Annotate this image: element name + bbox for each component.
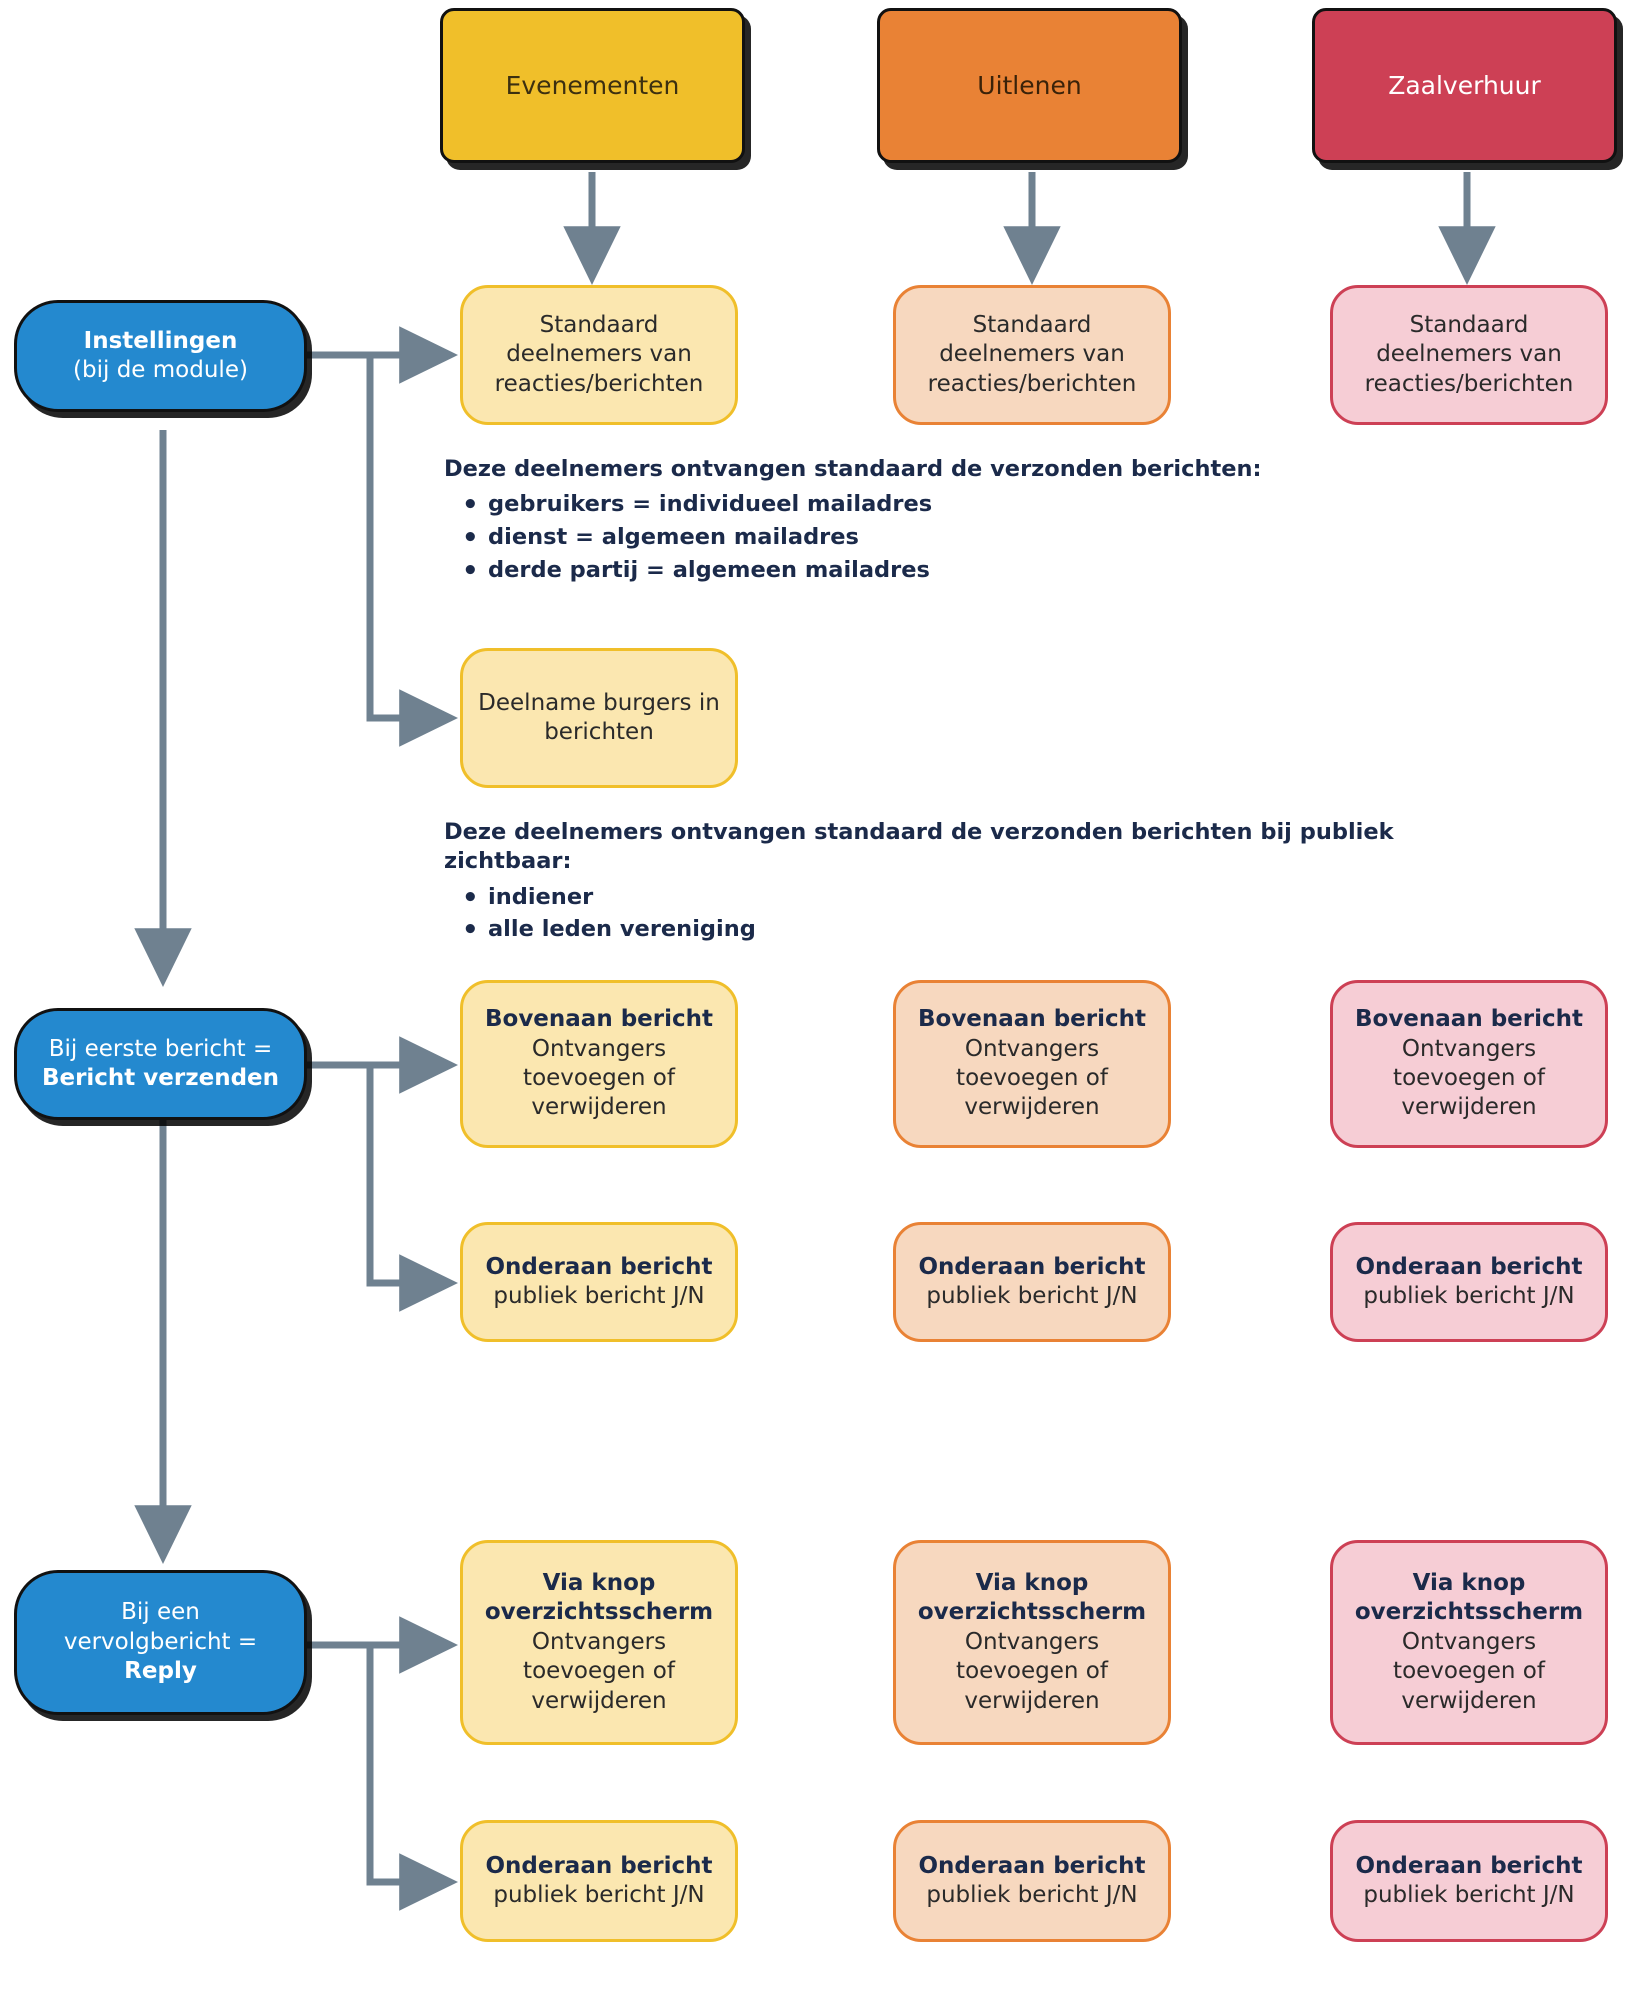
card-body: publiek bericht J/N xyxy=(926,1882,1138,1908)
stage-eerste-bericht[interactable] xyxy=(14,1008,307,1120)
card-title: Onderaan bericht xyxy=(485,1852,713,1879)
annotation-item: • indiener xyxy=(488,881,1444,914)
card-onderaan-bericht-1-uitlenen[interactable] xyxy=(893,1222,1171,1342)
module-box-zaalverhuur[interactable] xyxy=(1312,8,1617,163)
card-body: publiek bericht J/N xyxy=(493,1882,705,1908)
annotation-item: • dienst = algemeen mailadres xyxy=(488,521,1294,554)
module-label: Zaalverhuur xyxy=(1388,70,1541,100)
card-title: Via knop overzichtsscherm xyxy=(484,1569,714,1626)
stage-label-line2: (bij de module) xyxy=(73,357,248,383)
card-body: Standaard deelnemers van reacties/berichten xyxy=(927,311,1137,397)
annotation-headline: Deze deelnemers ontvangen standaard de verzonden berichten bij publiek zichtbaar: xyxy=(444,819,1394,875)
card-onderaan-bericht-2-evenementen[interactable] xyxy=(460,1820,738,1942)
card-via-knop-uitlenen[interactable] xyxy=(893,1540,1171,1745)
card-body: Ontvangers toevoegen of verwijderen xyxy=(523,1628,675,1714)
card-title: Onderaan bericht xyxy=(1355,1852,1583,1879)
annotation-item: • gebruikers = individueel mailadres xyxy=(488,488,1294,521)
card-body: Ontvangers toevoegen of verwijderen xyxy=(956,1628,1108,1714)
stage-label-line1: Bij een xyxy=(121,1599,200,1626)
card-title: Bovenaan bericht xyxy=(1354,1006,1583,1033)
card-title: Onderaan bericht xyxy=(1355,1253,1583,1280)
card-title: Onderaan bericht xyxy=(485,1253,713,1280)
stage-instellingen[interactable] xyxy=(14,300,307,412)
card-body: Standaard deelnemers van reacties/berichten xyxy=(1364,311,1574,397)
card-body: publiek bericht J/N xyxy=(493,1283,705,1309)
module-box-uitlenen[interactable] xyxy=(877,8,1182,163)
card-body: publiek bericht J/N xyxy=(1363,1283,1575,1309)
annotation-headline: Deze deelnemers ontvangen standaard de verzonden berichten: xyxy=(444,456,1262,482)
card-onderaan-bericht-2-uitlenen[interactable] xyxy=(893,1820,1171,1942)
card-bovenaan-bericht-evenementen[interactable] xyxy=(460,980,738,1148)
card-standaard-deelnemers-zaalverhuur[interactable] xyxy=(1330,285,1608,425)
card-body: Ontvangers toevoegen of verwijderen xyxy=(956,1035,1108,1121)
card-deelname-burgers-evenementen[interactable] xyxy=(460,648,738,788)
annotation-publiek xyxy=(444,818,1444,946)
card-title: Via knop overzichtsscherm xyxy=(1354,1569,1584,1626)
annotation-item: • derde partij = algemeen mailadres xyxy=(488,554,1294,587)
stage-vervolgbericht[interactable] xyxy=(14,1570,307,1715)
stage-label-line2: Bericht verzenden xyxy=(41,1065,280,1091)
card-standaard-deelnemers-evenementen[interactable] xyxy=(460,285,738,425)
card-standaard-deelnemers-uitlenen[interactable] xyxy=(893,285,1171,425)
card-title: Onderaan bericht xyxy=(918,1253,1146,1280)
module-label: Evenementen xyxy=(505,70,680,100)
stage-label-line1: Bij eerste bericht = xyxy=(48,1035,273,1062)
module-box-evenementen[interactable] xyxy=(440,8,745,163)
card-body: publiek bericht J/N xyxy=(926,1283,1138,1309)
card-onderaan-bericht-1-zaalverhuur[interactable] xyxy=(1330,1222,1608,1342)
module-label: Uitlenen xyxy=(977,70,1082,100)
card-title: Bovenaan bericht xyxy=(484,1006,713,1033)
card-onderaan-bericht-2-zaalverhuur[interactable] xyxy=(1330,1820,1608,1942)
stage-label-line3: Reply xyxy=(124,1658,197,1685)
card-body: Ontvangers toevoegen of verwijderen xyxy=(523,1035,675,1121)
card-title: Bovenaan bericht xyxy=(917,1006,1146,1033)
card-body: Standaard deelnemers van reacties/berichten xyxy=(494,311,704,397)
annotation-standaard xyxy=(444,455,1294,586)
stage-label-line2: vervolgbericht = xyxy=(63,1628,258,1655)
card-bovenaan-bericht-uitlenen[interactable] xyxy=(893,980,1171,1148)
card-title: Via knop overzichtsscherm xyxy=(917,1569,1147,1626)
card-body: Ontvangers toevoegen of verwijderen xyxy=(1393,1035,1545,1121)
card-body: Ontvangers toevoegen of verwijderen xyxy=(1393,1628,1545,1714)
card-body: publiek bericht J/N xyxy=(1363,1882,1575,1908)
annotation-list xyxy=(444,881,1444,946)
card-via-knop-evenementen[interactable] xyxy=(460,1540,738,1745)
annotation-item: • alle leden vereniging xyxy=(488,913,1444,946)
card-body: Deelname burgers in berichten xyxy=(478,689,720,745)
stage-label-line1: Instellingen xyxy=(83,327,238,354)
card-onderaan-bericht-1-evenementen[interactable] xyxy=(460,1222,738,1342)
annotation-list xyxy=(444,488,1294,586)
card-via-knop-zaalverhuur[interactable] xyxy=(1330,1540,1608,1745)
card-title: Onderaan bericht xyxy=(918,1852,1146,1879)
card-bovenaan-bericht-zaalverhuur[interactable] xyxy=(1330,980,1608,1148)
